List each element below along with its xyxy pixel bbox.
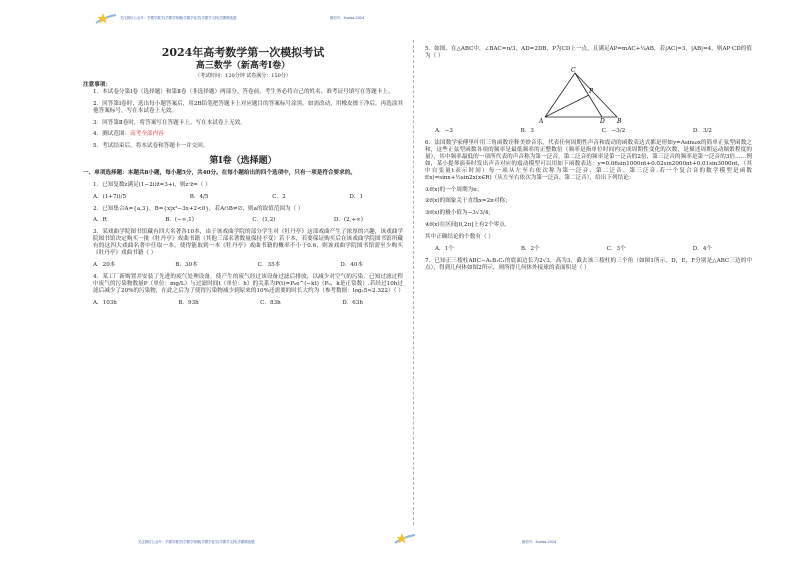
q6-statement-1: ①f(x)的一个周期为π； bbox=[425, 186, 483, 193]
question-6: 6．法国数学家傅里叶用三角函数诠释美妙音乐，代表任何周期性声音和震动的函数表达式都是形如y=Asinωx的简单正弦型函数之和，这些正弦型函数各项的频率是最低频率的正整数倍（频率是指单位时间内完成周期性变化的次数，是描述周期运动频繁程度的量），其中频率最低的一项所代表的声音称为第一泛音，第二泛音的频率是第一泛音的2倍，第三泛音的频率是第一泛音的3倍……例如，某小提琴演奏时发出声音对应的震动模型可以用如下函数表达：y=0.06sin1000πt+0.02sin2000πt+0.01sin3000πt，（其中自变量t表示时间）每一项从左至右依次称为第一泛音、第二泛音、第三泛音.若一个复合音的数学模型是函数f(x)=sinx+½sin2x(x∈R)（从左至右依次为第一泛音、第二泛音），给出下列结论： bbox=[425, 139, 752, 181]
question-3-options bbox=[83, 262, 403, 269]
footer-wechat-id: 微信号：Xueba-2024 bbox=[522, 540, 557, 544]
notice-heading: 注意事项： bbox=[83, 82, 111, 88]
notice-item-4 bbox=[83, 131, 403, 138]
q6-statement-4: ④f(x)在区间[0,2π]上有2个零点. bbox=[425, 221, 507, 228]
vertex-label-b: B bbox=[617, 117, 622, 123]
q6-option-a: A．1个 bbox=[435, 245, 454, 252]
question-3: 3．某戏曲学院图书馆藏有四大名著各10本，由于该戏曲学院的部分学生对《牡丹亭》这部戏曲产生了浓厚的兴趣，该戏曲学院图书馆决定购买一批《牡丹亭》戏曲书籍（其他三部名著数量保持不变）若干本，若要保证购买后在该戏曲学院图书馆所藏有的这四大戏曲名著中任取一本，使得能取到一本《牡丹亭》戏曲书籍的概率不小于0.6，则该戏曲学院图书馆需至少购买《牡丹亭》戏曲书籍（ ） bbox=[93, 229, 403, 257]
vertex-label-c: C bbox=[571, 66, 576, 74]
q6-statement-2: ②f(x)的图象关于直线x=2π对称； bbox=[425, 198, 511, 205]
q2-option-d: D．(2,+∞) bbox=[333, 217, 363, 224]
vertex-label-a: A bbox=[539, 117, 544, 123]
question-7: 7．已知正三棱柱ABC−A₁B₁C₁的底面边长为2√3，高为3，截去该三棱柱的三个角（如图1所示，D，E，F分别是△ABC三边的中点），得到几何体如图2所示，则所得几何体外接球的表面积是（ ） bbox=[425, 257, 752, 271]
header-promo-text: 关注微信公众号：学霸学数学|学霸学物理|学霸学化学|学霸学文科|学霸精选题 bbox=[120, 16, 237, 20]
question-6-options bbox=[425, 246, 752, 253]
notice-item-2: 2．回答第Ⅰ卷时，选出每小题答案后，用2B铅笔把答题卡上对应题目的答案标号涂黑。如需改动，用橡皮擦干净后，再选涂其他答案标号。写在本试卷上无效。 bbox=[93, 100, 403, 114]
triangle-diagram bbox=[535, 65, 625, 123]
q5-triangle-figure bbox=[425, 65, 752, 123]
q3-option-d: D．40本 bbox=[340, 262, 363, 269]
q5-option-b: B．3 bbox=[520, 127, 534, 134]
exam-meta: （考试时间：120分钟 试卷满分：150分） bbox=[195, 73, 291, 79]
q4-option-c: C．83h bbox=[260, 299, 281, 306]
question-5: 5．如图，在△ABC中，∠BAC=π/3，AD=2DB，P为CD上一点，且满足AP=mAC+¼AB，若|AC|=3，|AB|=4，则AP·CD的值为（ ） bbox=[425, 46, 752, 59]
notice-item-3: 3．回答第Ⅱ卷时，将答案写在答题卡上。写在本试卷上无效。 bbox=[93, 119, 246, 126]
exam-title: 2024年高考数学第一次模拟考试 bbox=[161, 46, 325, 59]
q3-option-c: C．35本 bbox=[257, 262, 281, 269]
question-5-options bbox=[425, 128, 752, 135]
q2-option-c: C．(1,2) bbox=[252, 217, 276, 224]
q4-option-b: B．93h bbox=[178, 299, 199, 306]
footer-star-logo-icon bbox=[393, 531, 419, 547]
q3-option-b: B．30本 bbox=[175, 262, 198, 269]
notice-item-4-label: 4．测试范围： bbox=[93, 131, 131, 138]
footer-promo-text: 关注微信公众号：学霸学数学|学霸学物理|学霸学化学|学霸学文科|学霸精选题 bbox=[138, 540, 255, 544]
q3-option-a: A．20本 bbox=[93, 262, 116, 269]
point-label-d: D bbox=[600, 117, 605, 123]
q1-option-a: A．(1+7i)/5 bbox=[93, 193, 127, 200]
question-2: 2．已知集合A={a,3}，B={x|x²−3x+2<0}，若A∩B≠∅，则a的取值范围为（ ） bbox=[93, 205, 304, 212]
left-column bbox=[83, 46, 403, 312]
exam-subtitle: 高三数学（新高考Ⅰ卷） bbox=[195, 61, 291, 71]
header-wechat-id: 微信号：Xueba-2024 bbox=[330, 16, 365, 20]
q6-option-d: D．4个 bbox=[692, 245, 712, 252]
q5-option-a: A．−3 bbox=[435, 127, 453, 134]
q6-question-line: 其中正确结论的个数有（ ） bbox=[425, 233, 494, 240]
q1-option-c: C．2 bbox=[272, 193, 286, 200]
volume-heading: 第Ⅰ卷（选择题） bbox=[209, 155, 277, 166]
point-label-p: P bbox=[589, 87, 594, 95]
question-1-options bbox=[83, 194, 403, 201]
q6-statement-3: ③f(x)的极小值为−3√3/4； bbox=[425, 210, 494, 217]
notice-item-5: 5．考试结束后，将本试卷和答题卡一并交回。 bbox=[93, 143, 209, 150]
q4-option-a: A．103h bbox=[93, 299, 117, 306]
q4-option-d: D．63h bbox=[342, 299, 363, 306]
notice-item-1: 1．本试卷分第Ⅰ卷（选择题）和第Ⅱ卷（非选择题）两部分。答卷前，考生务必将自己的姓名、准考证号填写在答题卡上。 bbox=[93, 89, 394, 95]
question-1: 1．已知复数z满足(1−2i)z̄=3+i，则z·z̄=（ ） bbox=[93, 181, 211, 188]
test-scope-highlight: 高考全部内容 bbox=[130, 131, 164, 138]
section-1-heading: 一、单项选择题：本题共8小题，每小题5分，共40分。在每小题给出的四个选项中，只有一项是符合要求的。 bbox=[83, 169, 356, 176]
q2-option-b: B．(−∞,1) bbox=[165, 217, 194, 224]
q5-option-c: C．−3/2 bbox=[601, 127, 626, 134]
q1-option-b: B．4/5 bbox=[189, 193, 209, 200]
q1-option-d: D．1 bbox=[349, 193, 363, 200]
column-divider bbox=[413, 40, 414, 525]
star-logo-icon bbox=[94, 11, 120, 27]
question-4: 4．某工厂新购置并安装了先进的废气处理设备，使产生的废气经过该设备过滤后排放，以减少对空气的污染．已知过滤过程中废气的污染物数量P（单位：mg/L）与过滤时间t（单位：h）的关系为P(t)=P₀e^(−kt)（P₀，k是正常数）.若经过10h过滤后减少了20%的污染物，在此之后为了使得污染物减少到原来的10%还需要的时长大约为（参考数据：log₂5≈2.322）（ ） bbox=[93, 274, 404, 295]
right-column bbox=[425, 46, 752, 276]
q6-option-c: C．3个 bbox=[606, 245, 626, 252]
q2-option-a: A．R bbox=[93, 217, 107, 224]
question-2-options bbox=[83, 217, 403, 224]
q6-option-b: B．2个 bbox=[520, 245, 540, 252]
q5-option-d: D．3/2 bbox=[692, 127, 712, 134]
question-4-options bbox=[83, 300, 403, 307]
